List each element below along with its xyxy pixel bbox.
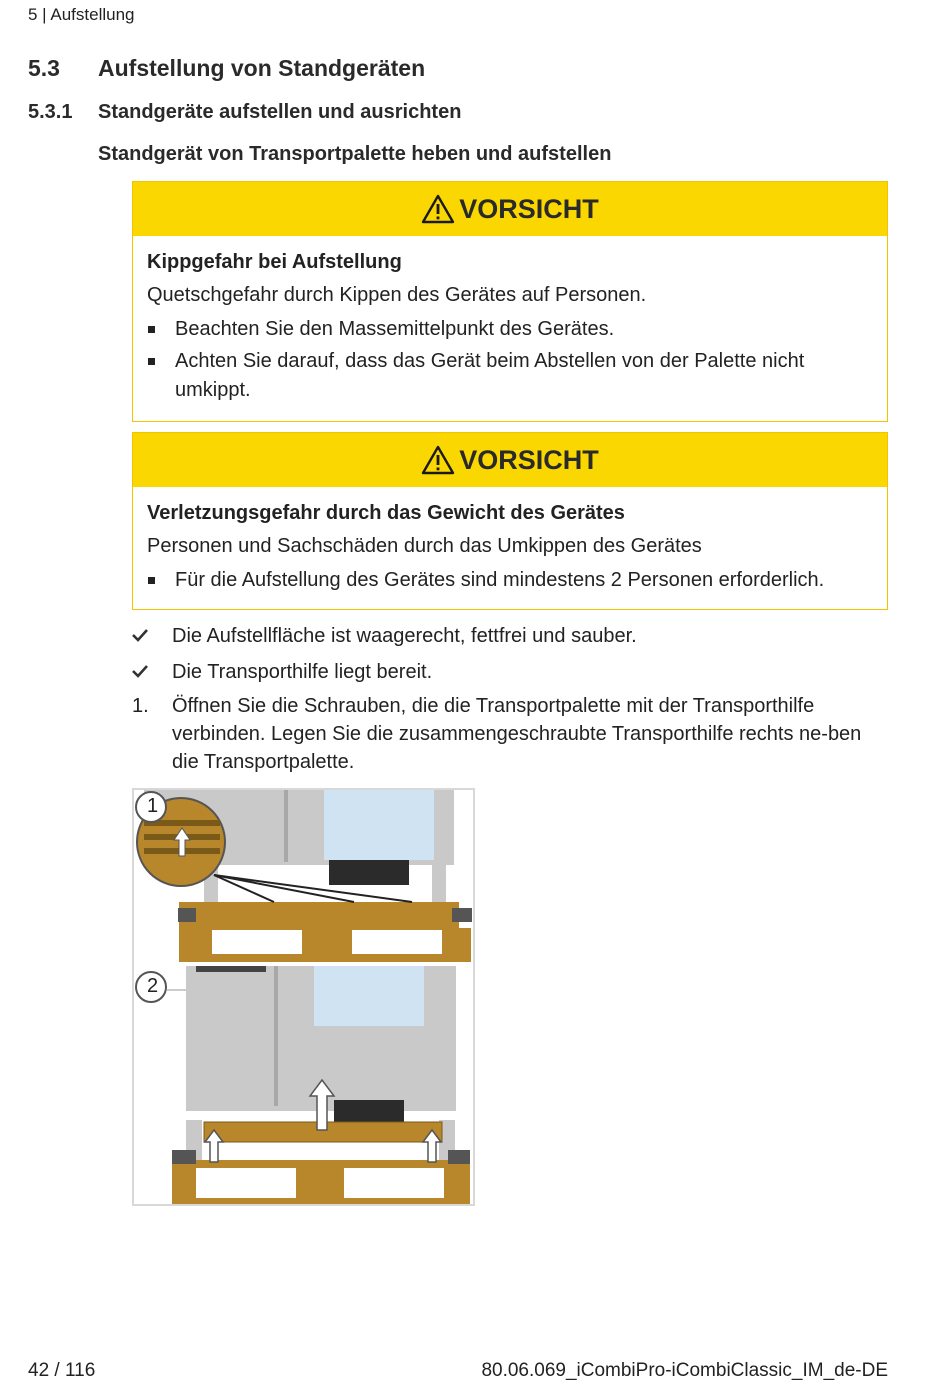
warning-box-weight <box>132 432 888 610</box>
square-bullet-icon <box>148 358 155 365</box>
warning-item-text: Für die Aufstellung des Gerätes sind mindestens 2 Personen erforderlich. <box>175 569 825 591</box>
warning-body <box>133 487 887 609</box>
warning-text: Quetschgefahr durch Kippen des Gerätes auf Personen. <box>147 284 647 306</box>
warning-item <box>147 315 873 344</box>
warning-subtitle: Verletzungsgefahr durch das Gewicht des Gerätes <box>147 502 625 524</box>
procedure-title: Standgerät von Transportpalette heben und aufstellen <box>98 143 612 165</box>
warning-triangle-icon <box>421 194 455 224</box>
check-icon <box>132 622 162 650</box>
square-bullet-icon <box>148 326 155 333</box>
figure-panel-2 <box>136 966 470 1204</box>
warning-label: VORSICHT <box>459 444 599 475</box>
warning-header <box>133 182 887 236</box>
pallet-illustration <box>134 790 473 1204</box>
document-id: 80.06.069_iCombiPro-iCombiClassic_IM_de-DE <box>481 1360 888 1381</box>
section-title: Aufstellung von Standgeräten <box>98 55 426 81</box>
warning-item <box>147 566 873 595</box>
figure-panel-1 <box>136 790 472 962</box>
running-head: 5 | Aufstellung <box>28 5 135 24</box>
prerequisite-text: Die Transporthilfe liegt bereit. <box>172 661 433 683</box>
page-number: 42 / 116 <box>28 1360 96 1381</box>
warning-item-text: Achten Sie darauf, dass das Gerät beim Abstellen von der Palette nicht umkippt. <box>175 350 805 401</box>
warning-box-tipping <box>132 181 888 422</box>
illustration-pallet-removal <box>132 788 475 1206</box>
step-number: 1. <box>132 695 149 717</box>
prerequisite-text: Die Aufstellfläche ist waagerecht, fettfrei und sauber. <box>172 625 637 647</box>
warning-item-text: Beachten Sie den Massemittelpunkt des Gerätes. <box>175 318 615 340</box>
subsection-number: 5.3.1 <box>28 101 73 123</box>
section-number: 5.3 <box>28 55 60 81</box>
square-bullet-icon <box>148 577 155 584</box>
subsection-title: Standgeräte aufstellen und ausrichten <box>98 101 462 123</box>
warning-triangle-icon <box>421 445 455 475</box>
callout-1: 1 <box>147 795 159 817</box>
warning-label: VORSICHT <box>459 193 599 224</box>
step-item <box>132 692 892 776</box>
prerequisite-item <box>132 658 892 686</box>
warning-subtitle: Kippgefahr bei Aufstellung <box>147 251 402 273</box>
callout-2: 2 <box>147 975 159 997</box>
warning-text: Personen und Sachschäden durch das Umkippen des Gerätes <box>147 535 702 557</box>
prerequisite-item <box>132 622 892 650</box>
step-text: Öffnen Sie die Schrauben, die die Transportpalette mit der Transporthilfe verbinden. Legen Sie die zusammengeschraubte Transporthilfe rechts ne-ben die Transportpalette. <box>172 695 862 773</box>
check-icon <box>132 658 162 686</box>
warning-item <box>147 347 873 405</box>
warning-header <box>133 433 887 487</box>
warning-body <box>133 236 887 419</box>
